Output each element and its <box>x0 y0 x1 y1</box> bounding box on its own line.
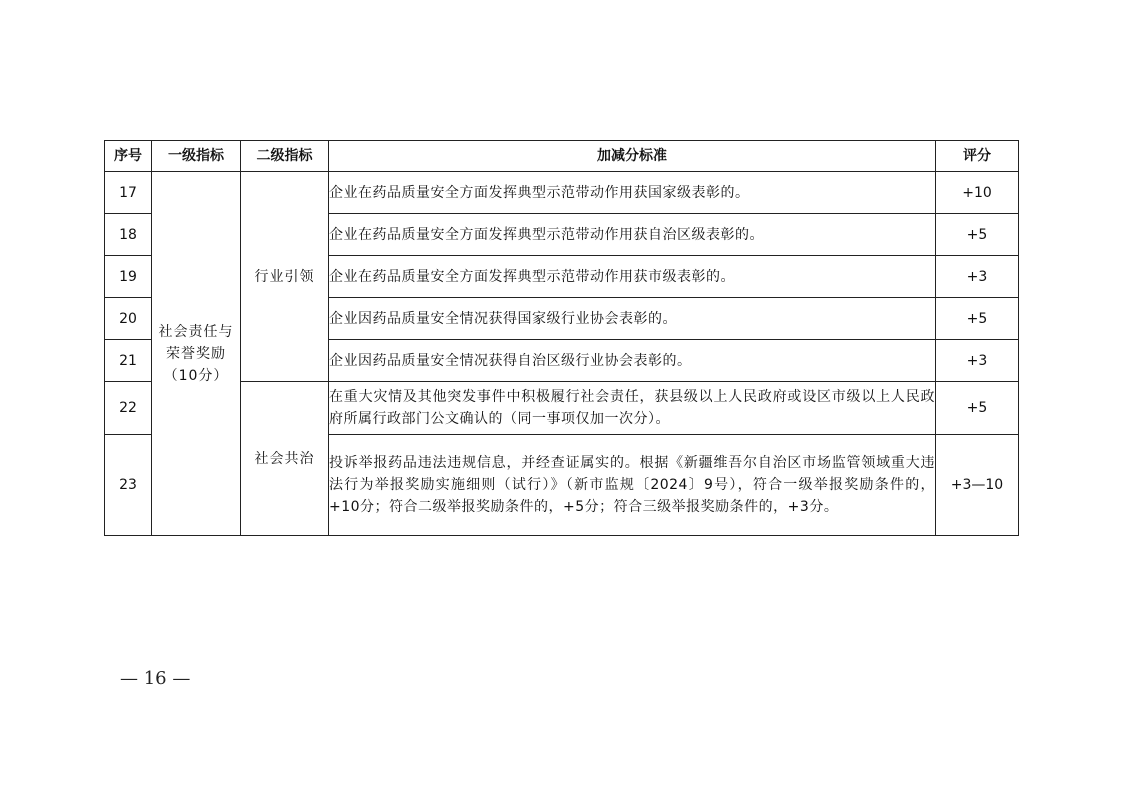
scoring-table <box>104 140 1019 536</box>
header-score: 评分 <box>936 141 1019 172</box>
row-number: 23 <box>105 435 152 536</box>
row-number: 18 <box>105 214 152 256</box>
criteria-text: 企业因药品质量安全情况获得自治区级行业协会表彰的。 <box>329 340 936 382</box>
row-number: 17 <box>105 172 152 214</box>
header-serial: 序号 <box>105 141 152 172</box>
header-level1: 一级指标 <box>152 141 241 172</box>
level2-indicator: 行业引领 <box>241 172 329 382</box>
row-number: 20 <box>105 298 152 340</box>
score-value: +5 <box>936 382 1019 435</box>
score-value: +3—10 <box>936 435 1019 536</box>
criteria-text: 企业在药品质量安全方面发挥典型示范带动作用获自治区级表彰的。 <box>329 214 936 256</box>
row-number: 22 <box>105 382 152 435</box>
score-value: +5 <box>936 298 1019 340</box>
level1-indicator: 社会责任与荣誉奖励（10分） <box>152 172 241 536</box>
criteria-text: 投诉举报药品违法违规信息，并经查证属实的。根据《新疆维吾尔自治区市场监管领域重大违法行为举报奖励实施细则（试行）》（新市监规〔2024〕9号），符合一级举报奖励条件的，+10分；符合二级举报奖励条件的，+5分；符合三级举报奖励条件的，+3分。 <box>329 435 936 536</box>
table-header-row <box>105 141 1019 172</box>
criteria-text: 企业因药品质量安全情况获得国家级行业协会表彰的。 <box>329 298 936 340</box>
score-value: +5 <box>936 214 1019 256</box>
page-number: — 16 — <box>120 668 191 689</box>
score-value: +10 <box>936 172 1019 214</box>
row-number: 19 <box>105 256 152 298</box>
score-value: +3 <box>936 256 1019 298</box>
criteria-text: 在重大灾情及其他突发事件中积极履行社会责任，获县级以上人民政府或设区市级以上人民政府所属行政部门公文确认的（同一事项仅加一次分）。 <box>329 382 936 435</box>
level2-indicator: 社会共治 <box>241 382 329 536</box>
criteria-text: 企业在药品质量安全方面发挥典型示范带动作用获国家级表彰的。 <box>329 172 936 214</box>
row-number: 21 <box>105 340 152 382</box>
header-level2: 二级指标 <box>241 141 329 172</box>
criteria-text: 企业在药品质量安全方面发挥典型示范带动作用获市级表彰的。 <box>329 256 936 298</box>
score-value: +3 <box>936 340 1019 382</box>
header-criteria: 加减分标准 <box>329 141 936 172</box>
table-row <box>105 172 1019 214</box>
table-row <box>105 382 1019 435</box>
